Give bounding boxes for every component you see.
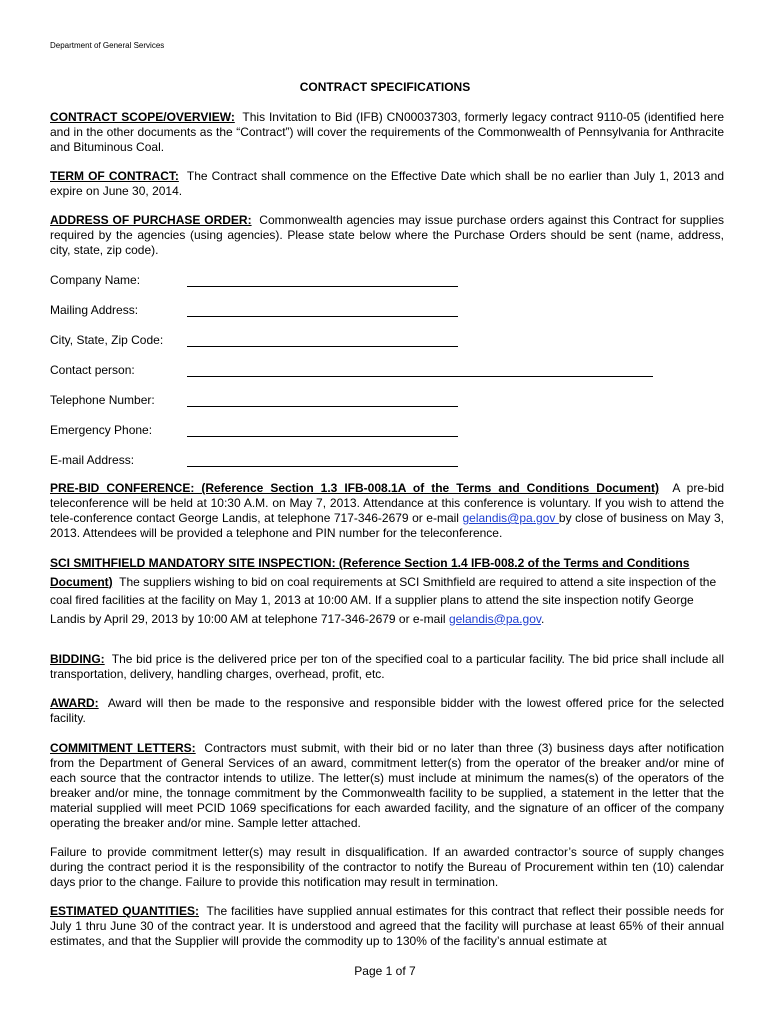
contract-scope-text: This Invitation to Bid (IFB) CN00037303, formerly legacy contract 9110-05 (identified here and in the other documents as the “Contract”) will cover the requirements of the Commonwealth of Pennsylvania for Anthracite and Bituminous Coal. [50, 110, 724, 154]
pre-bid-conference-heading: PRE-BID CONFERENCE: (Reference Section 1.3 IFB-008.1A of the Terms and Conditions Document) [50, 481, 659, 495]
pre-bid-conference-text-end: by close of business on May 3, 2013. Attendees will be provided a telephone and PIN number for the teleconference. [50, 511, 724, 540]
term-text: The Contract shall commence on the Effective Date which shall be no earlier than July 1, 2013 and expire on June 30, 2014. [50, 169, 724, 198]
email-address-label: E-mail Address: [50, 453, 135, 467]
commitment-letters-heading: COMMITMENT LETTERS: [50, 741, 196, 755]
site-inspection-heading: SCI SMITHFIELD MANDATORY SITE INSPECTION: (Reference Section 1.4 IFB-008.2 of the Terms and Conditions Document) [50, 556, 690, 589]
telephone-number-label: Telephone Number: [50, 393, 155, 407]
site-inspection-text-end: . [540, 611, 545, 626]
company-name-blank[interactable] [187, 286, 458, 287]
company-name-label: Company Name: [50, 273, 141, 287]
page-title: CONTRACT SPECIFICATIONS [299, 80, 471, 94]
bidding-section [50, 652, 724, 682]
mailing-address-label: Mailing Address: [50, 303, 139, 317]
contract-scope-section [50, 110, 724, 155]
site-inspection-email-link[interactable]: gelandis@pa.gov [448, 611, 541, 626]
contact-person-label: Contact person: [50, 363, 135, 377]
city-state-zip-blank[interactable] [187, 346, 458, 347]
estimated-quantities-section [50, 904, 724, 949]
bidding-heading: BIDDING: [50, 652, 105, 666]
estimated-quantities-heading: ESTIMATED QUANTITIES: [50, 904, 199, 918]
contact-person-blank[interactable] [187, 376, 653, 377]
pre-bid-conference-section [50, 481, 724, 541]
pre-bid-email-link[interactable]: gelandis@pa.gov [462, 511, 559, 525]
purchase-order-address-heading: ADDRESS OF PURCHASE ORDER: [50, 213, 252, 227]
commitment-letters-section [50, 741, 724, 831]
purchase-order-address-section [50, 213, 724, 258]
award-text: Award will then be made to the responsive and responsible bidder with the lowest offered price for the selected facility. [50, 696, 724, 725]
city-state-zip-label: City, State, Zip Code: [50, 333, 164, 347]
site-inspection-text: The suppliers wishing to bid on coal requirements at SCI Smithfield are required to attend a site inspection of the coal fired facilities at the facility on May 1, 2013 at 10:00 AM. If a supplier plans to attend the site inspection notify George Landis by April 29, 2013 by 10:00 AM at telephone 717-346-2679 or e-mail [50, 574, 717, 626]
emergency-phone-blank[interactable] [187, 436, 458, 437]
page-number: Page 1 of 7 [354, 964, 416, 978]
bidding-text: The bid price is the delivered price per ton of the specified coal to a particular facility. The bid price shall include all transportation, delivery, handling charges, overhead, profit, etc. [50, 652, 724, 681]
award-section [50, 696, 724, 726]
department-header: Department of General Services [50, 41, 165, 50]
failure-notice-text: Failure to provide commitment letter(s) may result in disqualification. If an awarded contractor’s source of supply changes during the contract period it is the responsibility of the contractor to notify the Bureau of Procurement within ten (10) calendar days prior to the change. Failure to provide this notification may result in termination. [50, 845, 724, 889]
telephone-number-blank[interactable] [187, 406, 458, 407]
purchase-order-address-text: Commonwealth agencies may issue purchase orders against this Contract for supplies required by the agencies (using agencies). Please state below where the Purchase Orders should be sent (name, address, city, state, zip code). [50, 213, 725, 257]
mailing-address-blank[interactable] [187, 316, 458, 317]
pre-bid-conference-text: A pre-bid teleconference will be held at 10:30 A.M. on May 7, 2013. Attendance at this conference is voluntary. If you wish to attend the tele-conference contact George Landis, at telephone 717-346-2679 or e-mail [50, 481, 724, 525]
award-heading: AWARD: [50, 696, 99, 710]
contract-scope-heading: CONTRACT SCOPE/OVERVIEW: [50, 110, 235, 124]
commitment-letters-text: Contractors must submit, with their bid or no later than three (3) business days after notification from the Department of General Services of an award, commitment letter(s) from the operator of the breaker and/or mine of each source that the contractor intends to utilize. The letter(s) must include at minimum the names(s) of the operators of the breaker and/or mine, the tonnage commitment by the Commonwealth facility to be supplied, a statement in the letter that the material supplied will meet PCID 1069 specifications for each awarded facility, and the signature of an officer of the company operating the breaker and/or mine. Sample letter attached. [50, 741, 725, 830]
failure-notice-section [50, 845, 724, 890]
term-section [50, 169, 724, 199]
site-inspection-section [50, 554, 724, 628]
estimated-quantities-text: The facilities have supplied annual estimates for this contract that reflect their possible needs for July 1 thru June 30 of the contract year. It is understood and agreed that the facility will purchase at least 65% of their annual estimates, and that the Supplier will provide the commodity up to 130% of the facility’s annual estimate at [50, 904, 724, 948]
term-heading: TERM OF CONTRACT: [50, 169, 179, 183]
emergency-phone-label: Emergency Phone: [50, 423, 153, 437]
email-address-blank[interactable] [187, 466, 458, 467]
